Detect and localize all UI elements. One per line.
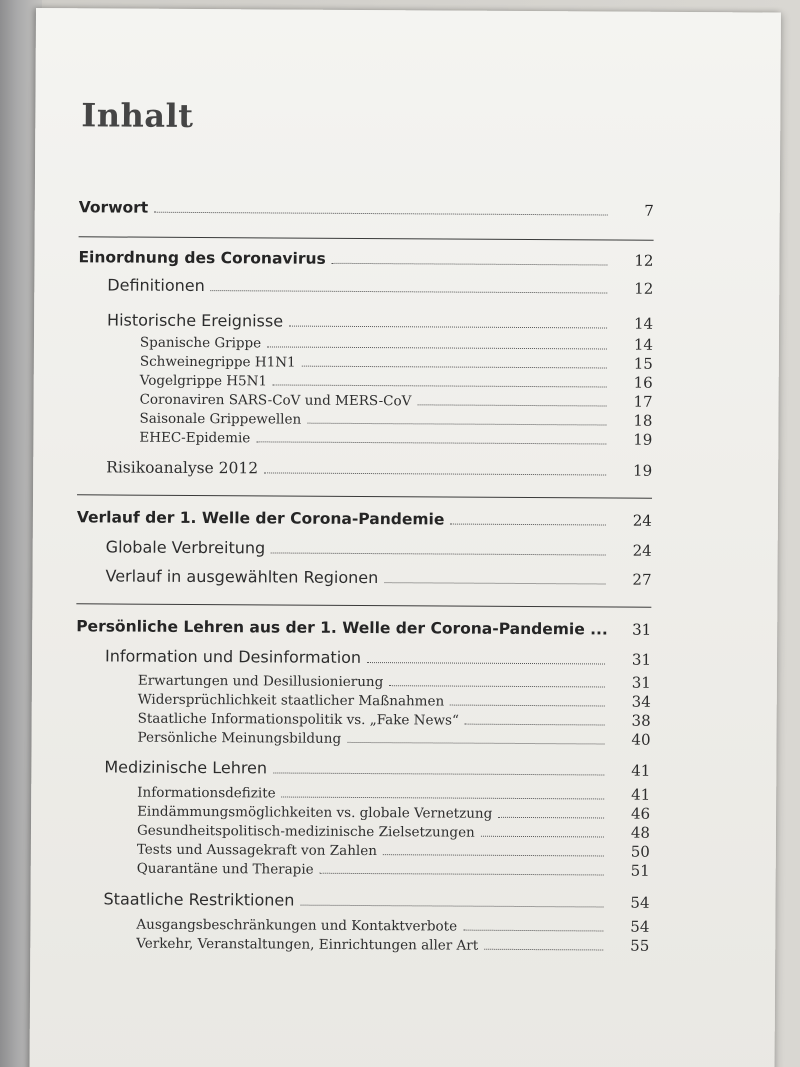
toc-entry-erwartungen (76, 670, 651, 692)
toc-entry-page: 14 (633, 314, 654, 333)
toc-entry-page: 40 (631, 730, 651, 749)
toc-entry-informationspolitik (76, 708, 651, 730)
toc-entry-schweinegrippe (78, 351, 653, 373)
toc-entry-label: Verlauf in ausgewählten Regionen (105, 566, 379, 588)
toc-entry-page: 38 (631, 711, 651, 730)
leader-dots (154, 211, 608, 216)
toc-entry-label: Ausgangsbeschränkungen und Kontaktverbote (136, 916, 458, 935)
leader-dots (367, 661, 605, 664)
toc-entry-eindaemmung (75, 801, 650, 823)
toc-entry-page: 41 (631, 761, 651, 780)
toc-entry-page: 24 (632, 541, 652, 560)
toc-entry-label: Spanische Grippe (139, 334, 262, 352)
leader-dots (383, 853, 604, 856)
toc-entry-page: 17 (633, 392, 653, 411)
leader-dots (289, 325, 607, 329)
toc-entry-vogelgrippe (78, 370, 653, 392)
toc-entry-page: 15 (633, 354, 653, 373)
leader-dots (302, 365, 607, 369)
toc-entry-label: Globale Verbreitung (105, 537, 266, 558)
toc-entry-page: 19 (633, 430, 653, 449)
leader-dots (417, 403, 606, 406)
book-page (29, 8, 781, 1067)
toc-entry-page: 31 (631, 673, 651, 692)
toc-entry-verkehr (74, 933, 649, 955)
leader-dots (463, 929, 603, 932)
toc-entry-label: Einordnung des Coronavirus (78, 248, 326, 268)
toc-entry-saisonale-grippewellen (77, 408, 652, 430)
toc-entry-label: Widersprüchlichkeit staatlicher Maßnahmen (137, 691, 445, 710)
toc-entry-label: Medizinische Lehren (104, 757, 268, 778)
toc-entry-label: Coronaviren SARS-CoV und MERS-CoV (139, 391, 412, 410)
toc-entry-page: 34 (631, 692, 651, 711)
leader-dots (267, 345, 607, 349)
leader-dots (300, 904, 603, 908)
leader-dots (211, 289, 608, 293)
toc-entry-label: Persönliche Meinungsbildung (137, 729, 342, 747)
toc-entry-label: Risikoanalyse 2012 (106, 458, 259, 478)
toc-entry-coronaviren (78, 389, 653, 411)
toc-entry-page: 50 (630, 842, 650, 861)
toc-entry-label: Quarantäne und Therapie (136, 860, 314, 878)
leader-dots (307, 422, 606, 426)
table-of-contents (74, 198, 654, 954)
toc-entry-label: Verkehr, Veranstaltungen, Einrichtungen aller Art (136, 935, 479, 954)
toc-entry-page: 12 (634, 279, 654, 298)
toc-entry-page: 54 (630, 893, 650, 912)
toc-entry-information-desinformation (76, 646, 651, 669)
leader-dots (282, 796, 605, 800)
toc-entry-page: 54 (630, 917, 650, 936)
toc-entry-page: 55 (630, 936, 650, 955)
section-divider (77, 494, 652, 499)
toc-entry-page: 31 (632, 620, 652, 639)
toc-entry-spanische-grippe (78, 332, 653, 354)
leader-dots (484, 948, 603, 951)
toc-entry-label: Information und Desinformation (104, 646, 362, 667)
toc-entry-informationsdefizite (75, 782, 650, 804)
toc-entry-risikoanalyse (77, 458, 652, 480)
leader-dots (384, 581, 605, 584)
toc-entry-page: 12 (634, 251, 654, 270)
toc-entry-label: Gesundheitspolitisch-medizinische Zielsetzungen (136, 822, 475, 841)
toc-entry-widerspruechlichkeit (76, 689, 651, 711)
toc-entry-persoenliche-lehren (76, 617, 651, 639)
leader-dots (264, 471, 606, 475)
leader-dots (256, 440, 606, 444)
toc-entry-page: 41 (631, 785, 651, 804)
leader-dots (450, 523, 606, 526)
toc-entry-label: Verlauf der 1. Welle der Corona-Pandemie (76, 508, 445, 529)
leader-dots (320, 872, 604, 876)
toc-entry-page: 48 (630, 823, 651, 842)
toc-entry-label: Definitionen (107, 275, 205, 296)
leader-dots (450, 704, 605, 707)
leader-dots (271, 551, 606, 555)
toc-entry-meinungsbildung (75, 727, 650, 749)
toc-entry-label: EHEC-Epidemie (139, 429, 251, 447)
toc-entry-ausgangsbeschraenkungen (74, 914, 649, 936)
toc-entry-globale-verbreitung (77, 537, 652, 560)
toc-entry-page: 14 (633, 335, 654, 354)
toc-entry-verlauf (77, 508, 652, 530)
section-divider (76, 603, 651, 608)
toc-entry-label: Vogelgrippe H5N1 (139, 372, 268, 390)
toc-entry-page: 31 (631, 650, 652, 669)
toc-entry-vorwort (79, 198, 654, 220)
leader-dots (389, 684, 605, 687)
toc-entry-label: Tests und Aussagekraft von Zahlen (136, 841, 377, 860)
page-title: Inhalt (81, 96, 194, 135)
leader-dots (332, 262, 608, 266)
toc-entry-einordnung (78, 248, 653, 270)
toc-entry-label: Staatliche Informationspolitik vs. „Fake News“ (137, 710, 459, 729)
toc-entry-page: 18 (633, 411, 653, 430)
toc-entry-page: 51 (630, 861, 650, 880)
toc-entry-label: Informationsdefizite (137, 784, 276, 802)
toc-entry-ehec-epidemie (77, 427, 652, 449)
toc-entry-label: Schweinegrippe H1N1 (139, 353, 296, 371)
toc-entry-historische-ereignisse (78, 310, 653, 333)
toc-entry-staatliche-restriktionen (75, 889, 650, 912)
leader-dots (465, 723, 605, 726)
leader-dots (273, 771, 604, 775)
toc-entry-page: 27 (632, 570, 652, 589)
toc-entry-label: Persönliche Lehren aus der 1. Welle der Corona-Pandemie ... (76, 617, 608, 639)
toc-entry-verlauf-regionen (76, 566, 651, 589)
leader-dots (498, 816, 604, 819)
toc-entry-medizinische-lehren (75, 757, 650, 780)
leader-dots (273, 383, 607, 387)
toc-entry-definitionen (78, 275, 653, 298)
leader-dots (347, 741, 604, 745)
toc-entry-page: 19 (633, 461, 653, 480)
toc-entry-zielsetzungen (75, 820, 650, 842)
toc-entry-label: Staatliche Restriktionen (103, 889, 295, 910)
toc-entry-page: 24 (632, 511, 652, 530)
leader-dots (481, 835, 604, 838)
toc-entry-page: 16 (633, 373, 653, 392)
toc-entry-label: Historische Ereignisse (107, 310, 284, 331)
toc-entry-label: Erwartungen und Desillusionierung (137, 672, 384, 691)
toc-entry-page: 46 (630, 804, 651, 823)
section-divider (79, 236, 654, 241)
toc-entry-label: Vorwort (78, 198, 149, 217)
toc-entry-label: Saisonale Grippewellen (139, 410, 302, 428)
toc-entry-quarantaene (75, 858, 650, 880)
toc-entry-label: Eindämmungsmöglichkeiten vs. globale Vernetzung (137, 803, 493, 822)
toc-entry-tests (75, 839, 650, 861)
toc-entry-page: 7 (644, 201, 654, 220)
